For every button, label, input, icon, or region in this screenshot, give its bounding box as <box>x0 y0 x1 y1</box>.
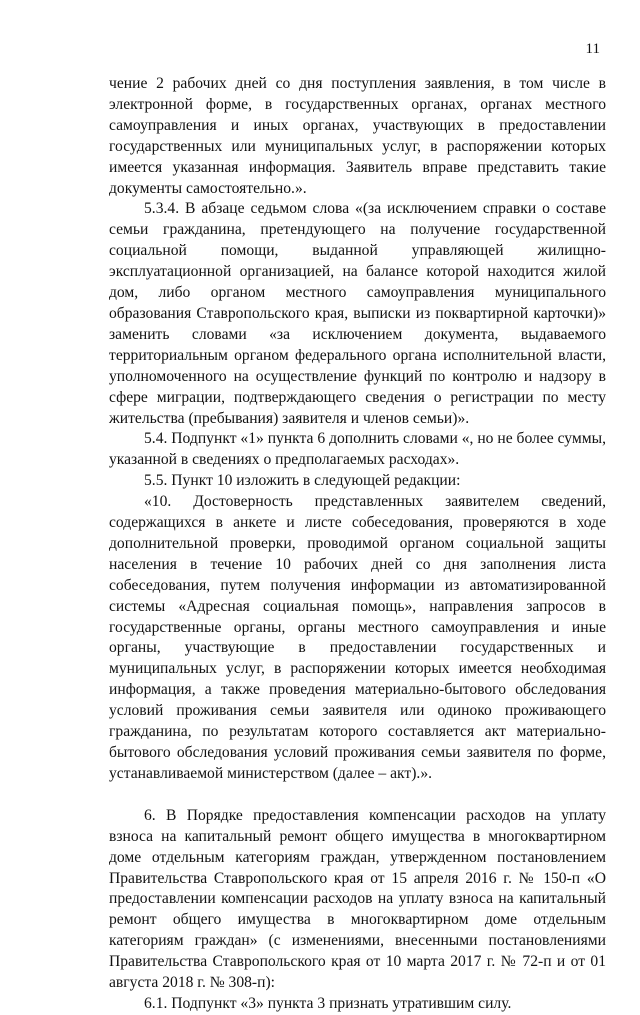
paragraph-6-1: 6.1. Подпункт «3» пункта 3 признать утратившим силу. <box>144 994 512 1012</box>
paragraph-6: 6. В Порядке предоставления компенсации расходов на уплату взноса на капитальный ремонт общего имущества в многоквартирном доме отдельным категориям граждан, утвержденном постановлением Правительства Ставропольского края от 15 апреля 2016 г. № 150-п «О предоставлении компенсации расходов на уплату взноса на капитальный ремонт общего имущества в многоквартирном доме отдельным категориям граждан» (с изменениями, внесенными постановлениями Правительства Ставропольского края от 10 марта 2017 г. № 72-п и от 01 августа 2018 г. № 308-п): <box>109 806 606 992</box>
paragraph-5-4: 5.4. Подпункт «1» пункта 6 дополнить словами «, но не более суммы, указанной в сведениях о предполагаемых расходах». <box>109 430 606 469</box>
paragraph-5-3-4: 5.3.4. В абзаце седьмом слова «(за исключением справки о составе семьи гражданина, претендующего на получение государственной социальной помощи, выданной управляющей жилищно-эксплуатационной организацией, на балансе которой находится жилой дом, либо органом местного самоуправления муниципального образования Ставропольского края, выписки из поквартирной карточки)» заменить словами «за исключением документа, выдаваемого территориальным органом федерального органа исполнительной власти, уполномоченного на осуществление функций по контролю и надзору в сфере миграции, подтверждающего сведения о регистрации по месту жительства (пребывания) заявителя и членов семьи)». <box>109 200 606 427</box>
document-body <box>109 74 606 1015</box>
paragraph-continuation: чение 2 рабочих дней со дня поступления заявления, в том числе в электронной форме, в государственных органах, органах местного самоуправления и иных органах, участвующих в предоставлении государственных или муниципальных услуг, в распоряжении которых имеется указанная информация. Заявитель вправе представить такие документы самостоятельно.». <box>109 75 606 197</box>
paragraph-quote-10: «10. Достоверность представленных заявителем сведений, содержащихся в анкете и листе собеседования, проверяются в ходе дополнительной проверки, проводимой органом социальной защиты населения в течение 10 рабочих дней со дня заполнения листа собеседования, путем получения информации из автоматизированной системы «Адресная социальная помощь», направления запросов в государственные органы, органы местного самоуправления и иные органы, участвующие в предоставлении государственных и муниципальных услуг, в распоряжении которых имеется необходимая информация, а также проведения материально-бытового обследования условий проживания семьи заявителя или одиноко проживающего гражданина, по результатам которого составляется акт материально-бытового обследования условий проживания семьи заявителя по форме, устанавливаемой министерством (далее – акт).». <box>109 493 606 782</box>
page-number: 11 <box>585 41 600 57</box>
paragraph-5-5: 5.5. Пункт 10 изложить в следующей редакции: <box>144 472 461 490</box>
